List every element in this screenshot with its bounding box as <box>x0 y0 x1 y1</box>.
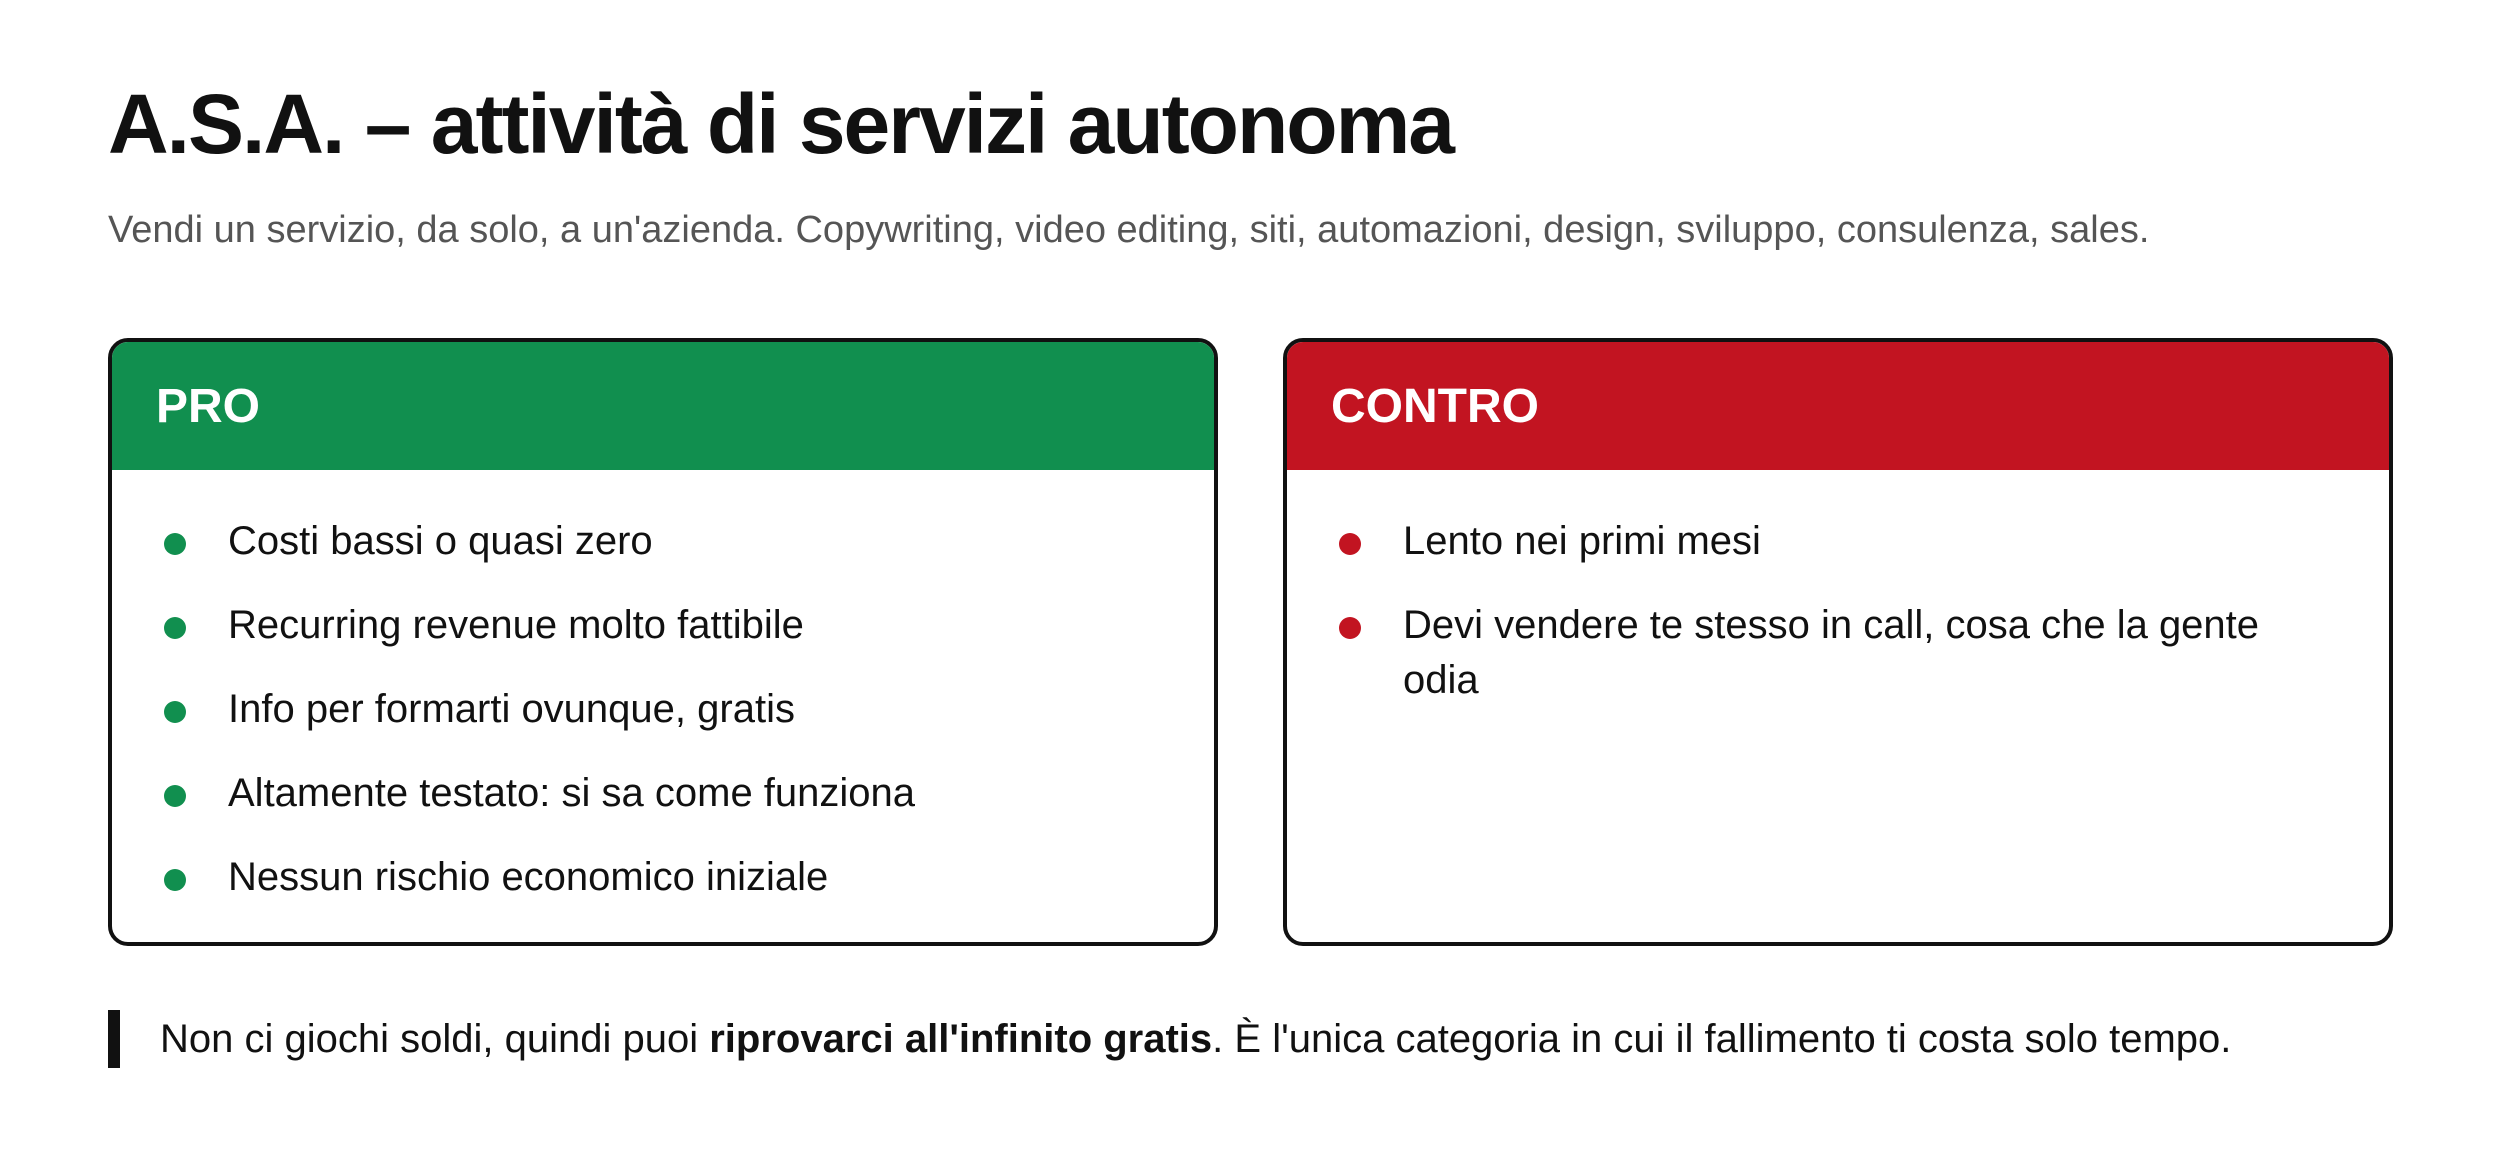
callout-text <box>160 1014 2231 1064</box>
green-bullet-icon <box>164 785 186 807</box>
callout-text-start: Non ci giochi soldi, quindi puoi <box>160 1017 710 1061</box>
pro-item-text: Nessun rischio economico iniziale <box>228 855 829 899</box>
pro-item-text: Altamente testato: si sa come funziona <box>228 771 916 815</box>
green-bullet-icon <box>164 869 186 891</box>
callout-text-end: . È l'unica categoria in cui il fallimento ti costa solo tempo. <box>1212 1017 2232 1061</box>
red-bullet-icon <box>1339 533 1361 555</box>
green-bullet-icon <box>164 617 186 639</box>
pro-list-item <box>164 682 1174 737</box>
pro-card-header <box>112 342 1214 470</box>
pro-list-item <box>164 850 1174 905</box>
con-item-text: Devi vendere te stesso in call, cosa che la gente odia <box>1403 603 2260 702</box>
con-card-title: CONTRO <box>1331 379 1539 433</box>
pro-item-text: Costi bassi o quasi zero <box>228 519 653 563</box>
callout-text-emphasis: riprovarci all'infinito gratis <box>709 1017 1213 1061</box>
pro-list-item <box>164 598 1174 653</box>
red-bullet-icon <box>1339 617 1361 639</box>
pro-item-text: Recurring revenue molto fattibile <box>228 603 804 647</box>
con-item-text: Lento nei primi mesi <box>1403 519 1761 563</box>
con-list-item <box>1339 514 2349 569</box>
pro-card-title: PRO <box>156 379 261 433</box>
green-bullet-icon <box>164 701 186 723</box>
con-list-item <box>1339 598 2349 708</box>
green-bullet-icon <box>164 533 186 555</box>
pro-list <box>112 470 1214 905</box>
callout-note <box>108 1010 2400 1068</box>
pro-list-item <box>164 514 1174 569</box>
con-card-header <box>1287 342 2389 470</box>
slide <box>108 0 2400 1163</box>
pro-item-text: Info per formarti ovunque, gratis <box>228 687 795 731</box>
callout-bar <box>108 1010 120 1068</box>
con-list <box>1287 470 2389 708</box>
pro-card <box>108 338 1218 946</box>
con-card <box>1283 338 2393 946</box>
page-subtitle: Vendi un servizio, da solo, a un'azienda. Copywriting, video editing, siti, automazioni, design, sviluppo, consulenza, sales. <box>108 209 2150 251</box>
pro-list-item <box>164 766 1174 821</box>
page-title: A.S.A. – attività di servizi autonoma <box>108 77 1454 171</box>
